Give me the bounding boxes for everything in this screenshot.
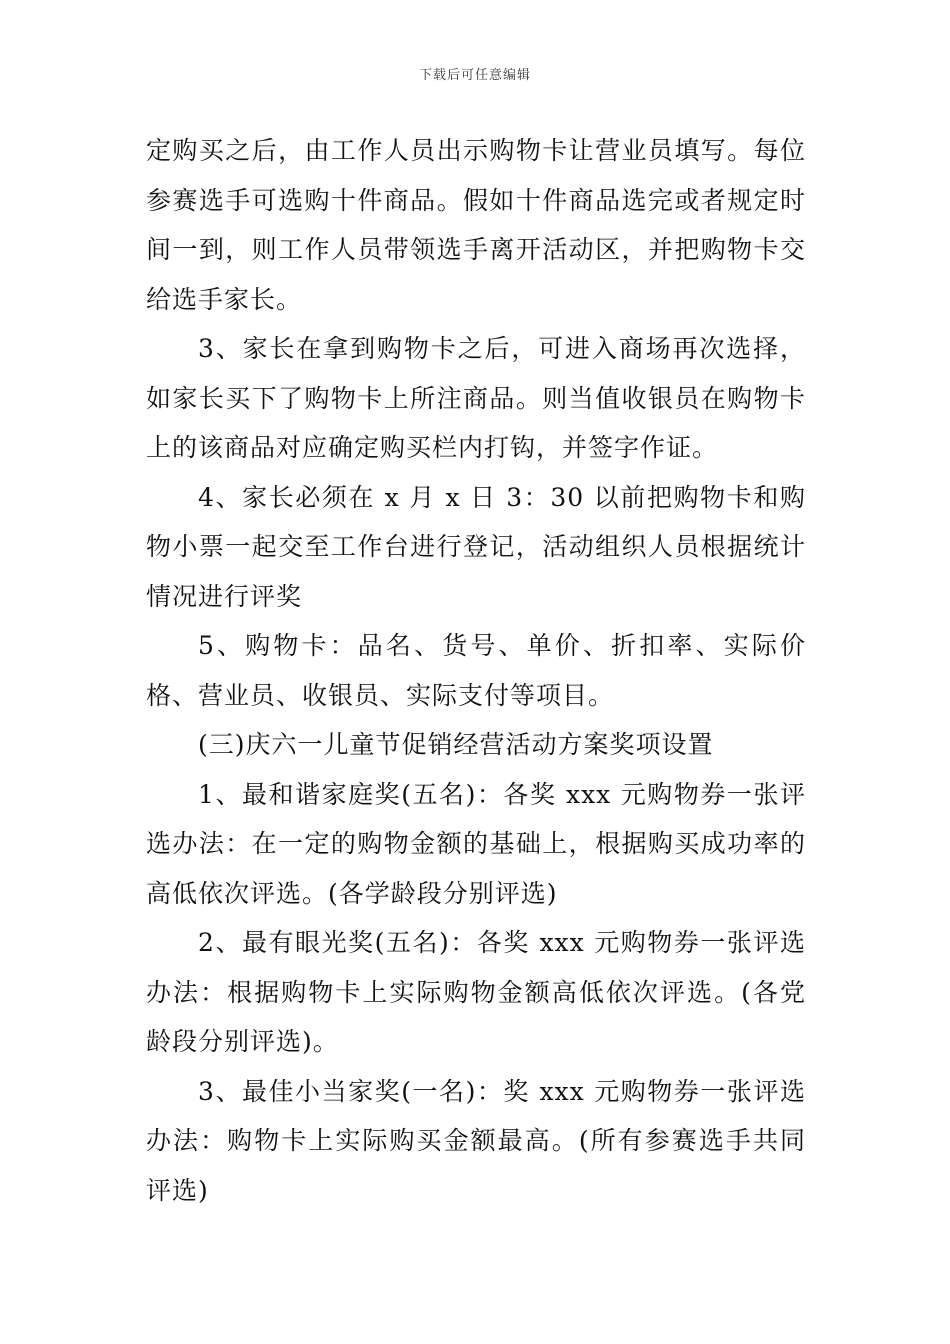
paragraph-award-2: 2、最有眼光奖(五名)：各奖 xxx 元购物券一张评选办法：根据购物卡上实际购物金额高低依次评选。(各党龄段分别评选)。: [146, 928, 806, 1056]
paragraph-award-3: 3、最佳小当家奖(一名)：奖 xxx 元购物券一张评选办法：购物卡上实际购买金额最高。(所有参赛选手共同评选): [146, 1076, 806, 1205]
document-body: [146, 126, 806, 1215]
paragraph-item-5: 5、购物卡：品名、货号、单价、折扣率、实际价格、营业员、收银员、实际支付等项目。: [146, 631, 806, 710]
page-header: 下载后可任意编辑: [418, 68, 531, 83]
paragraph-continuation: 定购买之后，由工作人员出示购物卡让营业员填写。每位参赛选手可选购十件商品。假如十件商品选完或者规定时间一到，则工作人员带领选手离开活动区，并把购物卡交给选手家长。: [146, 136, 806, 314]
section-heading-awards: (三)庆六一儿童节促销经营活动方案奖项设置: [198, 730, 714, 759]
paragraph-item-4: 4、家长必须在 x 月 x 日 3：30 以前把购物卡和购物小票一起交至工作台进行登记，活动组织人员根据统计情况进行评奖: [146, 482, 806, 611]
paragraph-item-3: 3、家长在拿到购物卡之后，可进入商场再次选择，如家长买下了购物卡上所注商品。则当值收银员在购物卡上的该商品对应确定购买栏内打钩，并签字作证。: [146, 334, 806, 462]
paragraph-award-1: 1、最和谐家庭奖(五名)：各奖 xxx 元购物券一张评选办法：在一定的购物金额的基础上，根据购买成功率的高低依次评选。(各学龄段分别评选): [146, 779, 806, 908]
